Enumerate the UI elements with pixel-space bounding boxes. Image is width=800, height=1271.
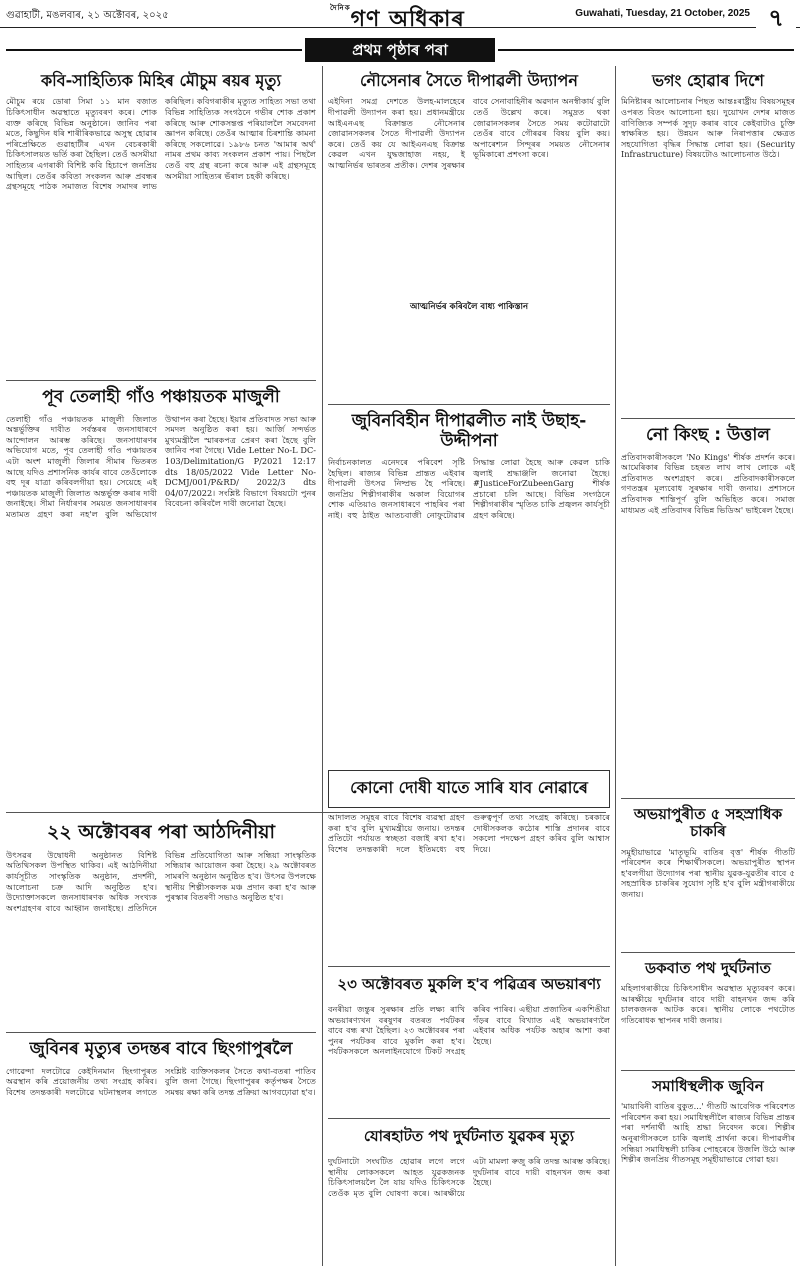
masthead-date-bengali: গুৱাহাটী, মঙলবাৰ, ২১ অক্টোবৰ, ২০২৫	[6, 10, 169, 21]
headline: ডকবাত পথ দুৰ্ঘটনাত	[645, 959, 771, 977]
oct23-headline: ২৩ অক্টোবৰত মুকলি হ'ব পৱিত্ৰৰ অভয়াৰণ্য	[337, 975, 601, 993]
headline: অভয়াপুৰীত ৫ সহস্ৰাধিক চাকৰি	[633, 805, 783, 841]
story-body: প্ৰতিবাদকাৰীসকলে 'No Kings' শীৰ্ষক প্ৰদৰ্শন কৰে। আমেৰিকাৰ বিভিন্ন চহৰত লাখ লাখ লোকে এই প্ৰতিবাদত অংশগ্ৰহণ কৰে। প্ৰতিবাদকাৰীসকলে গণতন্ত্ৰৰ মূল্যবোধ সুৰক্ষাৰ দাবী জনায়। প্ৰশাসনে প্ৰতিবাদক শান্তিপূৰ্ণ বুলি অভিহিত কৰে। সমাজ মাধ্যমত এই প্ৰতিবাদৰ বিভিন্ন ভিডিঅ' ভাইৰেল হৈছে।	[621, 451, 795, 515]
story-no-kings	[621, 422, 795, 792]
headline: কবি-সাহিত্যিক মিহিৰ মৌচুম ৰয়ৰ মৃত্যু	[40, 71, 282, 90]
headline: জুবিনৰ মৃত্যুৰ তদন্তৰ বাবে ছিংগাপুৰলৈ	[29, 1039, 293, 1059]
story-no-culprit-header	[328, 770, 610, 808]
story-body: সমুহীয়াভাৱে 'মাতৃভূমি বাতিৰ বৃত্ত' শীৰ্ষক গীতটি পৰিবেশন কৰে শিক্ষাৰ্থীসকলে। অভয়াপুৰীত স্থাপন হ'বলগীয়া উদ্যোগৰ পৰা স্থানীয় যুৱক-যুৱতীৰ বাবে ৫ সহস্ৰাধিক চাকৰিৰ সুযোগ সৃষ্টি হ'ব বুলি মন্ত্ৰীগৰাকীয়ে জনায়।	[621, 846, 795, 899]
jorhat-body: দুৰ্ঘটনাটো সংঘটিত হোৱাৰ লগে লগে স্থানীয় লোকসকলে আহত যুৱকজনক চিকিৎসালয়লৈ লৈ যায় যদিও চিকিৎসকে তেওঁক মৃত বুলি ঘোষণা কৰে। আৰক্ষীয়ে এটা মামলা ৰুজু কৰি তদন্ত আৰম্ভ কৰিছে। দুৰ্ঘটনাৰ বাবে দায়ী বাহনখন জব্দ কৰা হৈছে।	[328, 1156, 610, 1198]
story-samadhi	[621, 1074, 795, 1268]
logo-prefix: দৈনিক	[330, 4, 351, 12]
story-body: তেলাহী গাঁও পঞ্চায়তক মাজুলী জিলাত অন্তৰ্ভুক্তিৰ দাবীত সৰ্বস্তৰৰ জনসাধাৰণে আন্দোলন আৰম্ভ কৰিছে। জনসাধাৰণৰ অভিযোগ মতে, পূব তেলাহী গাঁও পঞ্চায়তৰ এটা অংশ মাজুলী জিলাৰ সীমাৰ ভিতৰত আছে যদিও প্ৰশাসনিক কাৰ্যৰ বাবে তেওঁলোকে বহু দূৰ যাত্ৰা কৰিবলগীয়া হয়। সেয়েহে এই পঞ্চায়তক মাজুলী জিলাত অন্তৰ্ভুক্ত কৰাৰ দাবী জনাইছে। সীমা নিৰ্ধাৰণৰ সময়ত জনসাধাৰণৰ মতামত গ্ৰহণ কৰা নহ'ল বুলি অভিযোগ উত্থাপন কৰা হৈছে। ইয়াৰ প্ৰতিবাদত সভা আৰু সমদল অনুষ্ঠিত কৰা হয়। আৰ্জি সন্দৰ্ভত মুখ্যমন্ত্ৰীলৈ স্মাৰকপত্ৰ প্ৰেৰণ কৰা হৈছে বুলি জানিব পৰা গৈছে। Vide Letter No-L DC-103/Delimitation/G P/2021 12:17 dts 18/05/2022 Vide Letter No- DCMJ/001/P&RD/ 2022/3 dts 04/07/2022। সংশ্লিষ্ট বিভাগে বিষয়টো পুনৰ বিবেচনা কৰিবলৈ দাবী জনোৱা হৈছে।	[6, 413, 316, 519]
column-rule-2	[615, 66, 616, 1266]
middle-lower-stack	[328, 812, 610, 1267]
story-body: মহিলাগৰাকীয়ে চিকিৎসাধীন অৱস্থাত মৃত্যুবৰণ কৰে। আৰক্ষীয়ে দুৰ্ঘটনাৰ বাবে দায়ী বাহনখন জব্দ কৰি চালকজনক আটক কৰে। স্থানীয় লোকে পথটোত গতিৰোধক স্থাপনৰ দাবী জনায়।	[621, 983, 795, 1026]
banner-rule-left	[6, 49, 302, 51]
story-body: 'মায়াবিনী বাতিৰ বুকুত...' গীতটি আবেগিক পৰিবেশত পৰিবেশন কৰা হয়। সমাধিস্থলীলৈ ৰাজ্যৰ বিভিন্ন প্ৰান্তৰ পৰা দৰ্শনাৰ্থী আহি শ্ৰদ্ধা নিবেদন কৰে। শিল্পীৰ অনুৰাগীসকলে চাকি জ্বলাই প্ৰাৰ্থনা কৰে। দীপাৱলীৰ সন্ধিয়া সমাধিস্থলী চাকিৰ পোহৰেৰে উজলি উঠে আৰু শিল্পীৰ জনপ্ৰিয় গীতসমূহ সমূহীয়াভাৱে গোৱা হয়।	[621, 1101, 795, 1165]
headline: সমাধিস্থলীক জুবিন	[652, 1077, 764, 1095]
divider	[328, 404, 610, 405]
banner-rule-right	[498, 49, 794, 51]
headline: নো কিংছ : উত্তাল	[646, 425, 770, 445]
jorhat-headline: যোৰহাটত পথ দুৰ্ঘটনাত যুৱকৰ মৃত্যু	[363, 1127, 575, 1145]
story-navy-diwali	[328, 68, 610, 398]
headline: কোনো দোষী যাতে সাৰি যাব নোৱাৰে	[350, 778, 588, 797]
divider	[621, 418, 795, 419]
headline: ২২ অক্টোবৰৰ পৰা আঠদিনীয়া	[47, 821, 275, 843]
story-poet-death	[6, 68, 316, 373]
logo-text: গণ অধিকাৰ	[350, 7, 465, 32]
headline: নৌসেনাৰ সৈতে দীপাৱলী উদ্যাপন	[360, 71, 578, 90]
oct23-body: বনৰীয়া জন্তুৰ সুৰক্ষাৰ প্ৰতি লক্ষ্য ৰাখি অভয়াৰণ্যখন বৰষুণৰ বতৰত পৰ্যটকৰ বাবে বন্ধ ৰখা হৈছিল। ২৩ অক্টোবৰৰ পৰা পুনৰ পৰ্যটকৰ বাবে মুকলি কৰা হ'ব। পৰ্যটকসকলে অনলাইনযোগে টিকট সংগ্ৰহ কৰিব পাৰিব। এছীয়া প্ৰজাতিৰ একশিঙীয়া গঁড়ৰ বাবে বিখ্যাত এই অভয়াৰণ্যলৈ এইবাৰ অধিক পৰ্যটক অহাৰ আশা কৰা হৈছে।	[328, 1004, 610, 1057]
story-zubeen-singapore	[6, 1036, 316, 1268]
story-body: নিৰ্বাচনকালত এনেদৰে পৰিবেশ সৃষ্টি হৈছিল। ৰাজ্যৰ বিভিন্ন প্ৰান্তত এইবাৰ দীপাৱলী উৎসৱ নিষ্প্ৰভ হৈ পৰিছে। জনপ্ৰিয় শিল্পীগৰাকীৰ অকাল বিয়োগৰ শোক এতিয়াও জনসাধাৰণে পাহৰিব পৰা নাই। বহু ঠাইত আতচবাজী নোফুটোৱাৰ সিদ্ধান্ত লোৱা হৈছে আৰু কেৱল চাকি জ্বলাই শ্ৰদ্ধাঞ্জলি জনোৱা হৈছে। #JusticeForZubeenGarg শীৰ্ষক প্ৰচাৰো চলি আছে। বিভিন্ন সংগঠনে শিল্পীগৰাকীৰ স্মৃতিত চাকি প্ৰজ্বলন কাৰ্যসূচী গ্ৰহণ কৰিছে।	[328, 457, 610, 521]
story-zubeen-no-joy	[328, 408, 610, 768]
story-body: মৌচুম ৰয়ে ডোৰা সিমা ১১ মান বজাত চিকিৎসাধীন অৱস্থাতে মৃত্যুবৰণ কৰে। শোক ব্যক্ত কৰিছে বিভিন্ন অনুষ্ঠানে। জানিব পৰা মতে, কিছুদিন ধৰি শাৰীৰিকভাৱে অসুস্থ হোৱাৰ পৰিপ্ৰেক্ষিতে গুৱাহাটীৰ এখন বেচৰকাৰী চিকিৎসালয়ত ভৰ্তি কৰা হৈছিল। তেওঁ অসমীয়া সাহিত্যৰ এগৰাকী বিশিষ্ট কবি হিচাপে জনপ্ৰিয় আছিল। তেওঁৰ কবিতা সংকলন আৰু প্ৰবন্ধৰ গ্ৰন্থসমূহে পাঠক সমাজত বিশেষ সমাদৰ লাভ কৰিছিল। কবিগৰাকীৰ মৃত্যুত সাহিত্য সভা তথা বিভিন্ন সাহিত্যিক সংগঠনে গভীৰ শোক প্ৰকাশ কৰিছে আৰু শোকসন্তপ্ত পৰিয়াললৈ সমবেদনা জ্ঞাপন কৰিছে। তেওঁৰ আত্মাৰ চিৰশান্তি কামনা কৰিছে সকলোৱে। ১৯৮৬ চনত 'আমাৰ অৰ্থ' নামৰ প্ৰথম কাব্য সংকলন প্ৰকাশ পায়। পিছলৈ তেওঁ বহু গ্ৰন্থ ৰচনা কৰে আৰু এই গ্ৰন্থসমূহে অসমীয়া সাহিত্যৰ ভঁৰাল চহকী কৰিছে।	[6, 96, 316, 192]
story-body: মিনিষ্টাৰৰ আলোচনাৰ পিছত আন্তঃৰাষ্ট্ৰীয় বিষয়সমূহৰ ওপৰত বিতং আলোচনা হয়। দুয়োখন দেশৰ মাজত বাণিজ্যিক সম্পৰ্ক সুদৃঢ় কৰাৰ বাবে কেইবাটাও চুক্তি স্বাক্ষৰিত হয়। উন্নয়ন আৰু নিৰাপত্তাৰ ক্ষেত্ৰত সহযোগিতা বৃদ্ধিৰ সিদ্ধান্ত লোৱা হয়। (Security Infrastructure) বিষয়টোও আলোচনাত উঠে।	[621, 96, 795, 160]
story-jobs	[621, 802, 795, 947]
divider	[6, 380, 316, 381]
headline: পূব তেলাহী গাঁও পঞ্চায়তক মাজুলী	[42, 387, 280, 407]
divider	[6, 1032, 316, 1033]
masthead	[0, 0, 800, 32]
divider	[621, 952, 795, 953]
newspaper-logo	[330, 2, 465, 39]
story-body: উৎসৱৰ উদ্বোধনী অনুষ্ঠানত বিশিষ্ট অতিথিসকল উপস্থিত থাকিব। এই আঠদিনীয়া কাৰ্যসূচীত সাংস্কৃতিক অনুষ্ঠান, প্ৰদৰ্শনী, আলোচনা চক্ৰ আদি অনুষ্ঠিত হ'ব। উদ্যোক্তাসকলে জনসাধাৰণক অধিক সংখ্যক অংশগ্ৰহণৰ বাবে আহ্বান জনাইছে। প্ৰতিদিনে বিভিন্ন প্ৰতিযোগিতা আৰু সন্ধিয়া সাংস্কৃতিক সন্ধিয়াৰ আয়োজন কৰা হৈছে। ২৯ অক্টোবৰত সামৰণি অনুষ্ঠান অনুষ্ঠিত হ'ব। উৎসৱ উপলক্ষে স্থানীয় শিল্পীসকলক মঞ্চ প্ৰদান কৰা হ'ব আৰু পুৰস্কাৰ বিতৰণী সভাও অনুষ্ঠিত হ'ব।	[6, 849, 316, 913]
masthead-date-english: Guwahati, Tuesday, 21 October, 2025	[575, 8, 750, 19]
headline: ভগং হোৱাৰ দিশে	[652, 71, 764, 90]
story-body: এইদিনা সমগ্ৰ দেশতে উলহ-মালহেৰে দীপাৱলী উদ্যাপন কৰা হয়। প্ৰধানমন্ত্ৰীয়ে আইএনএছ বিক্ৰান্তত নৌসেনাৰ জোৱানসকলৰ সৈতে দীপাৱলী উদ্যাপন কৰে। তেওঁ কয় যে আইএনএছ বিক্ৰান্ত কেৱল এখন যুদ্ধজাহাজ নহয়, ই আত্মনিৰ্ভৰ ভাৰতৰ প্ৰতীক। দেশৰ সুৰক্ষাৰ বাবে সেনাবাহিনীৰ অৱদান অনস্বীকাৰ্য বুলি তেওঁ উল্লেখ কৰে। সমুদ্ৰত থকা জোৱানসকলৰ সৈতে সময় কটোৱাটো তেওঁৰ বাবে গৌৰৱৰ বিষয় বুলি কয়। অপাৰেশ্যন সিন্দূৰৰ সময়ত নৌসেনাৰ ভূমিকাৰো প্ৰশংসা কৰে।	[328, 96, 610, 170]
story-panchayat	[6, 384, 316, 804]
subheadline: আত্মনিৰ্ভৰ কৰিবলৈ বাধ্য পাকিস্তান	[409, 302, 529, 313]
story-dengue	[621, 68, 795, 413]
story-festival	[6, 818, 316, 1028]
divider	[328, 966, 610, 967]
headline: জুবিনবিহীন দীপাৱলীত নাই উছাহ-উদ্দীপনা	[351, 411, 587, 451]
page-number: ৭	[756, 0, 796, 28]
column-rule-1	[322, 66, 323, 1266]
divider	[621, 798, 795, 799]
story-body: গোৱেন্দা দলটোৱে কেইদিনমান ছিংগাপুৰত অৱস্থান কৰি প্ৰয়োজনীয় তথ্য সংগ্ৰহ কৰিব। বিশেষ তদন্তকাৰী দলটোৱে ঘটনাস্থলৰ লগতে সংশ্লিষ্ট ব্যক্তিসকলৰ সৈতে কথা-বতৰা পাতিব বুলি জনা গৈছে। ছিংগাপুৰৰ কৰ্তৃপক্ষৰ সৈতে সমন্বয় ৰক্ষা কৰি তদন্ত প্ৰক্ৰিয়া আগবঢ়োৱা হ'ব।	[6, 1065, 316, 1097]
divider	[328, 1118, 610, 1119]
divider	[621, 1070, 795, 1071]
story-road-accident	[621, 956, 795, 1066]
section-banner: প্ৰথম পৃষ্ঠাৰ পৰা	[305, 38, 495, 62]
no-culprit-body: আদালত সমূহৰ বাবে বিশেষ ব্যৱস্থা গ্ৰহণ কৰা হ'ব বুলি মুখ্যমন্ত্ৰীয়ে জনায়। তদন্তৰ প্ৰতিটো পৰ্যায়ত স্বচ্ছতা বজাই ৰখা হ'ব। বিশেষ তদন্তকাৰী দলে ইতিমধ্যে বহু গুৰুত্বপূৰ্ণ তথ্য সংগ্ৰহ কৰিছে। চৰকাৰে দোষীসকলক কঠোৰ শাস্তি প্ৰদানৰ বাবে সকলো পদক্ষেপ গ্ৰহণ কৰিব বুলি আশ্বাস দিয়ে।	[328, 812, 610, 854]
